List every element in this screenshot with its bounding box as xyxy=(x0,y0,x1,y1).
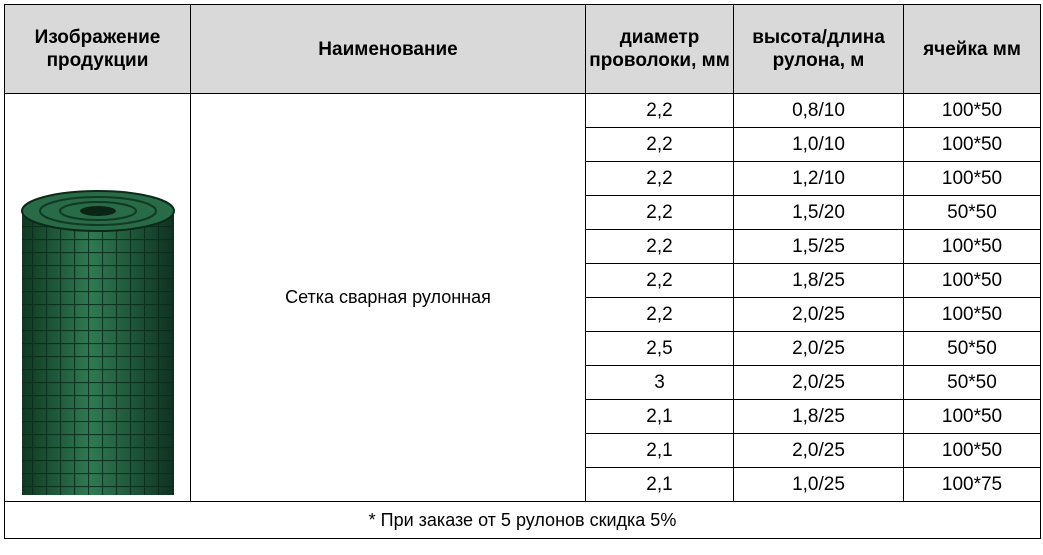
cell-diameter: 2,2 xyxy=(586,230,734,264)
cell-diameter: 3 xyxy=(586,366,734,400)
product-image-cell xyxy=(5,94,191,502)
cell-height-length: 2,0/25 xyxy=(734,298,904,332)
cell-height-length: 1,0/25 xyxy=(734,468,904,502)
cell-diameter: 2,2 xyxy=(586,196,734,230)
cell-diameter: 2,2 xyxy=(586,264,734,298)
cell-mesh: 100*50 xyxy=(904,94,1041,128)
discount-note: * При заказе от 5 рулонов скидка 5% xyxy=(5,502,1041,539)
cell-diameter: 2,1 xyxy=(586,434,734,468)
cell-diameter: 2,2 xyxy=(586,162,734,196)
cell-height-length: 2,0/25 xyxy=(734,332,904,366)
header-diameter: диаметр проволоки, мм xyxy=(586,5,734,94)
cell-diameter: 2,2 xyxy=(586,298,734,332)
cell-height-length: 1,5/25 xyxy=(734,230,904,264)
cell-height-length: 2,0/25 xyxy=(734,434,904,468)
cell-mesh: 50*50 xyxy=(904,332,1041,366)
cell-mesh: 100*50 xyxy=(904,298,1041,332)
cell-mesh: 100*75 xyxy=(904,468,1041,502)
note-row xyxy=(5,502,1041,539)
cell-height-length: 1,8/25 xyxy=(734,264,904,298)
cell-mesh: 100*50 xyxy=(904,400,1041,434)
cell-height-length: 1,0/10 xyxy=(734,128,904,162)
cell-diameter: 2,5 xyxy=(586,332,734,366)
cell-diameter: 2,1 xyxy=(586,468,734,502)
cell-height-length: 1,2/10 xyxy=(734,162,904,196)
cell-mesh: 100*50 xyxy=(904,128,1041,162)
header-cell: ячейка мм xyxy=(904,5,1041,94)
header-height-length: высота/длина рулона, м xyxy=(734,5,904,94)
product-name: Сетка сварная рулонная xyxy=(191,94,586,502)
cell-mesh: 100*50 xyxy=(904,230,1041,264)
cell-diameter: 2,2 xyxy=(586,94,734,128)
cell-height-length: 1,5/20 xyxy=(734,196,904,230)
table-row xyxy=(5,94,1041,128)
table-header-row xyxy=(5,5,1041,94)
cell-mesh: 100*50 xyxy=(904,162,1041,196)
header-image: Изображение продукции xyxy=(5,5,191,94)
cell-mesh: 100*50 xyxy=(904,264,1041,298)
cell-height-length: 2,0/25 xyxy=(734,366,904,400)
welded-mesh-roll-icon xyxy=(18,187,178,499)
cell-mesh: 100*50 xyxy=(904,434,1041,468)
cell-mesh: 50*50 xyxy=(904,366,1041,400)
cell-height-length: 0,8/10 xyxy=(734,94,904,128)
cell-height-length: 1,8/25 xyxy=(734,400,904,434)
cell-diameter: 2,1 xyxy=(586,400,734,434)
cell-diameter: 2,2 xyxy=(586,128,734,162)
header-name: Наименование xyxy=(191,5,586,94)
cell-mesh: 50*50 xyxy=(904,196,1041,230)
price-table xyxy=(4,4,1041,539)
